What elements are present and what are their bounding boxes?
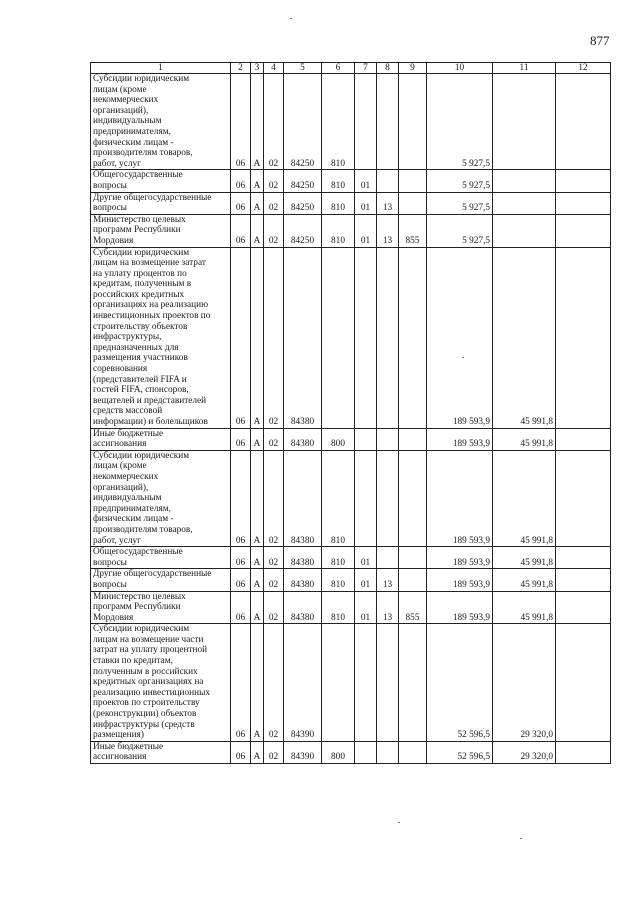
row-description (91, 450, 231, 546)
cell-col-2: 06 (231, 170, 251, 192)
cell-col-6: 810 (322, 591, 355, 624)
table-row (91, 247, 611, 428)
column-header: 3 (251, 63, 264, 74)
budget-table (90, 62, 611, 764)
cell-col-7: 01 (355, 569, 377, 591)
cell-col-4: 02 (264, 74, 284, 170)
cell-col-4: 02 (264, 569, 284, 591)
cell-col-6: 810 (322, 170, 355, 192)
row-description (91, 624, 231, 742)
cell-col-9 (399, 170, 427, 192)
cell-col-10: 189 593,9 (427, 547, 493, 569)
description-line: ассигнования (93, 752, 147, 763)
description-line: лицам (кроме (93, 84, 147, 95)
cell-col-5: 84380 (284, 591, 322, 624)
cell-col-4: 02 (264, 741, 284, 763)
cell-col-8 (377, 624, 399, 742)
cell-col-12 (556, 247, 611, 428)
description-line: Субсидии юридическим (93, 450, 190, 461)
cell-col-6: 810 (322, 569, 355, 591)
cell-col-11: 29 320,0 (493, 624, 556, 742)
table-row (91, 741, 611, 763)
cell-col-10: 189 593,9 (427, 247, 493, 428)
cell-col-12 (556, 192, 611, 214)
cell-col-9 (399, 74, 427, 170)
cell-col-2: 06 (231, 569, 251, 591)
cell-col-10: 189 593,9 (427, 591, 493, 624)
description-line: организаций), (93, 482, 149, 493)
cell-col-5: 84250 (284, 214, 322, 247)
cell-col-10: 5 927,5 (427, 214, 493, 247)
cell-col-9: 855 (399, 214, 427, 247)
row-description (91, 547, 231, 569)
description-line: инфраструктуры, (93, 332, 162, 343)
cell-col-7: 01 (355, 192, 377, 214)
description-line: Общегосударственные (93, 170, 183, 181)
cell-col-4: 02 (264, 547, 284, 569)
cell-col-10: 52 596,5 (427, 741, 493, 763)
cell-col-5: 84380 (284, 428, 322, 450)
cell-col-9 (399, 741, 427, 763)
description-line: лицам (кроме (93, 461, 147, 472)
cell-col-11 (493, 170, 556, 192)
cell-col-7 (355, 741, 377, 763)
cell-col-5: 84390 (284, 741, 322, 763)
cell-col-12 (556, 741, 611, 763)
description-line: предпринимателям, (93, 126, 171, 137)
cell-col-3: А (251, 214, 264, 247)
row-description (91, 741, 231, 763)
cell-col-7 (355, 624, 377, 742)
table-row (91, 547, 611, 569)
cell-col-3: А (251, 569, 264, 591)
description-line: информации) и болельщиков (93, 417, 208, 427)
cell-col-3: А (251, 170, 264, 192)
cell-col-2: 06 (231, 192, 251, 214)
description-line: кредитам, полученным в (93, 279, 192, 290)
description-line: Мордовия (93, 612, 134, 623)
description-line: Субсидии юридическим (93, 624, 190, 635)
cell-col-10: 189 593,9 (427, 569, 493, 591)
table-row (91, 624, 611, 742)
table-row (91, 591, 611, 624)
description-line: строительству объектов (93, 321, 188, 332)
description-line: Субсидии юридическим (93, 247, 190, 258)
cell-col-8 (377, 547, 399, 569)
cell-col-11: 45 991,8 (493, 569, 556, 591)
cell-col-5: 84250 (284, 170, 322, 192)
row-description (91, 591, 231, 624)
cell-col-5: 84390 (284, 624, 322, 742)
cell-col-12 (556, 624, 611, 742)
cell-col-8 (377, 428, 399, 450)
cell-col-6: 810 (322, 192, 355, 214)
cell-col-6: 810 (322, 547, 355, 569)
cell-col-5: 84380 (284, 569, 322, 591)
cell-col-5: 84250 (284, 74, 322, 170)
scan-speck (290, 18, 292, 19)
cell-col-8: 13 (377, 192, 399, 214)
cell-col-11: 45 991,8 (493, 428, 556, 450)
description-line: лицам на возмещение части (93, 634, 204, 645)
cell-col-7 (355, 450, 377, 546)
description-line: размещения) (93, 730, 144, 741)
description-line: (реконструкции) объектов (93, 709, 197, 720)
description-line: индивидуальным (93, 493, 162, 504)
table-row (91, 170, 611, 192)
cell-col-4: 02 (264, 170, 284, 192)
table-row (91, 428, 611, 450)
description-line: работ, услуг (93, 535, 141, 546)
cell-col-10: 189 593,9 (427, 428, 493, 450)
description-line: соревнования (93, 364, 148, 375)
description-line: затрат на уплату процентной (93, 645, 208, 656)
cell-col-3: А (251, 547, 264, 569)
scan-speck (462, 357, 464, 358)
description-line: ставки по кредитам, (93, 656, 173, 667)
scan-speck (398, 822, 400, 823)
column-header: 2 (231, 63, 251, 74)
cell-col-7: 01 (355, 591, 377, 624)
cell-col-5: 84380 (284, 547, 322, 569)
cell-col-11: 45 991,8 (493, 247, 556, 428)
cell-col-7: 01 (355, 547, 377, 569)
cell-col-12 (556, 591, 611, 624)
column-header: 6 (322, 63, 355, 74)
description-line: проектов по строительству (93, 698, 200, 709)
cell-col-2: 06 (231, 247, 251, 428)
description-line: программ Республики (93, 602, 181, 613)
row-description (91, 170, 231, 192)
cell-col-3: А (251, 247, 264, 428)
table-row (91, 214, 611, 247)
cell-col-6: 800 (322, 428, 355, 450)
description-line: Иные бюджетные (93, 428, 164, 439)
description-line: организаций), (93, 105, 149, 116)
cell-col-3: А (251, 428, 264, 450)
cell-col-3: А (251, 624, 264, 742)
cell-col-5: 84250 (284, 192, 322, 214)
cell-col-10: 189 593,9 (427, 450, 493, 546)
description-line: физическим лицам - (93, 137, 174, 148)
column-header: 10 (427, 63, 493, 74)
column-header: 12 (556, 63, 611, 74)
description-line: некоммерческих (93, 95, 159, 106)
cell-col-7 (355, 74, 377, 170)
cell-col-11: 29 320,0 (493, 741, 556, 763)
cell-col-4: 02 (264, 214, 284, 247)
cell-col-4: 02 (264, 591, 284, 624)
cell-col-8 (377, 450, 399, 546)
row-description (91, 247, 231, 428)
description-line: вопросы (93, 557, 127, 568)
cell-col-11: 45 991,8 (493, 450, 556, 546)
cell-col-9 (399, 247, 427, 428)
column-header: 11 (493, 63, 556, 74)
cell-col-10: 5 927,5 (427, 170, 493, 192)
description-line: Субсидии юридическим (93, 74, 190, 84)
cell-col-4: 02 (264, 192, 284, 214)
description-line: (представителей FIFA и (93, 374, 187, 385)
cell-col-8: 13 (377, 591, 399, 624)
cell-col-3: А (251, 591, 264, 624)
description-line: Мордовия (93, 235, 134, 246)
description-line: ассигнования (93, 439, 147, 450)
cell-col-4: 02 (264, 624, 284, 742)
cell-col-8 (377, 170, 399, 192)
description-line: Общегосударственные (93, 547, 183, 558)
cell-col-8 (377, 247, 399, 428)
scan-speck (520, 838, 522, 839)
cell-col-2: 06 (231, 74, 251, 170)
cell-col-9 (399, 192, 427, 214)
cell-col-2: 06 (231, 428, 251, 450)
description-line: Иные бюджетные (93, 741, 164, 752)
cell-col-11 (493, 214, 556, 247)
description-line: индивидуальным (93, 116, 162, 127)
description-line: работ, услуг (93, 158, 141, 169)
description-line: кредитных организациях на (93, 677, 204, 688)
cell-col-6 (322, 624, 355, 742)
cell-col-6: 800 (322, 741, 355, 763)
page-number: 877 (590, 33, 610, 48)
row-description (91, 214, 231, 247)
cell-col-2: 06 (231, 741, 251, 763)
cell-col-6: 810 (322, 450, 355, 546)
table-header-row (91, 63, 611, 74)
cell-col-4: 02 (264, 247, 284, 428)
cell-col-3: А (251, 74, 264, 170)
cell-col-10: 52 596,5 (427, 624, 493, 742)
description-line: гостей FIFA, спонсоров, (93, 385, 189, 396)
description-line: физическим лицам - (93, 514, 174, 525)
cell-col-8: 13 (377, 569, 399, 591)
cell-col-2: 06 (231, 624, 251, 742)
cell-col-9 (399, 569, 427, 591)
cell-col-7: 01 (355, 170, 377, 192)
column-header: 1 (91, 63, 231, 74)
table-row (91, 450, 611, 546)
description-line: вопросы (93, 579, 127, 590)
column-header: 5 (284, 63, 322, 74)
cell-col-9 (399, 624, 427, 742)
cell-col-10: 5 927,5 (427, 192, 493, 214)
cell-col-6: 810 (322, 74, 355, 170)
row-description (91, 569, 231, 591)
description-line: Другие общегосударственные (93, 192, 212, 203)
cell-col-8 (377, 741, 399, 763)
description-line: некоммерческих (93, 471, 159, 482)
cell-col-12 (556, 450, 611, 546)
cell-col-2: 06 (231, 547, 251, 569)
cell-col-8: 13 (377, 214, 399, 247)
cell-col-4: 02 (264, 450, 284, 546)
description-line: производителям товаров, (93, 148, 193, 159)
row-description (91, 192, 231, 214)
description-line: программ Республики (93, 225, 181, 236)
description-line: Министерство целевых (93, 214, 186, 225)
description-line: вопросы (93, 180, 127, 191)
column-header: 7 (355, 63, 377, 74)
column-header: 8 (377, 63, 399, 74)
cell-col-6: 810 (322, 214, 355, 247)
column-header: 9 (399, 63, 427, 74)
description-line: предпринимателям, (93, 503, 171, 514)
cell-col-11: 45 991,8 (493, 591, 556, 624)
description-line: производителям товаров, (93, 524, 193, 535)
cell-col-9 (399, 450, 427, 546)
cell-col-6 (322, 247, 355, 428)
description-line: реализацию инвестиционных (93, 687, 210, 698)
cell-col-8 (377, 74, 399, 170)
table-row (91, 74, 611, 170)
cell-col-3: А (251, 192, 264, 214)
description-line: полученным в российских (93, 666, 198, 677)
cell-col-12 (556, 428, 611, 450)
cell-col-2: 06 (231, 591, 251, 624)
description-line: Министерство целевых (93, 591, 186, 602)
cell-col-12 (556, 170, 611, 192)
cell-col-4: 02 (264, 428, 284, 450)
description-line: Другие общегосударственные (93, 569, 212, 580)
cell-col-10: 5 927,5 (427, 74, 493, 170)
cell-col-5: 84380 (284, 247, 322, 428)
row-description (91, 74, 231, 170)
description-line: вопросы (93, 203, 127, 214)
description-line: инвестиционных проектов по (93, 311, 211, 322)
description-line: на уплату процентов по (93, 268, 187, 279)
cell-col-2: 06 (231, 214, 251, 247)
cell-col-12 (556, 214, 611, 247)
cell-col-3: А (251, 741, 264, 763)
cell-col-9 (399, 547, 427, 569)
row-description (91, 428, 231, 450)
table-row (91, 192, 611, 214)
cell-col-5: 84380 (284, 450, 322, 546)
cell-col-2: 06 (231, 450, 251, 546)
description-line: предназначенных для (93, 342, 179, 353)
description-line: средств массовой (93, 406, 163, 417)
cell-col-11 (493, 74, 556, 170)
description-line: инфраструктуры (средств (93, 719, 195, 730)
description-line: размещения участников (93, 353, 188, 364)
cell-col-12 (556, 547, 611, 569)
cell-col-11 (493, 192, 556, 214)
cell-col-9 (399, 428, 427, 450)
cell-col-7 (355, 428, 377, 450)
cell-col-12 (556, 74, 611, 170)
description-line: вещателей и представителей (93, 395, 207, 406)
cell-col-7 (355, 247, 377, 428)
cell-col-3: А (251, 450, 264, 546)
description-line: лицам на возмещение затрат (93, 258, 206, 269)
cell-col-12 (556, 569, 611, 591)
description-line: организациях на реализацию (93, 300, 209, 311)
column-header: 4 (264, 63, 284, 74)
cell-col-7: 01 (355, 214, 377, 247)
cell-col-9: 855 (399, 591, 427, 624)
table-row (91, 569, 611, 591)
cell-col-11: 45 991,8 (493, 547, 556, 569)
description-line: российских кредитных (93, 289, 185, 300)
